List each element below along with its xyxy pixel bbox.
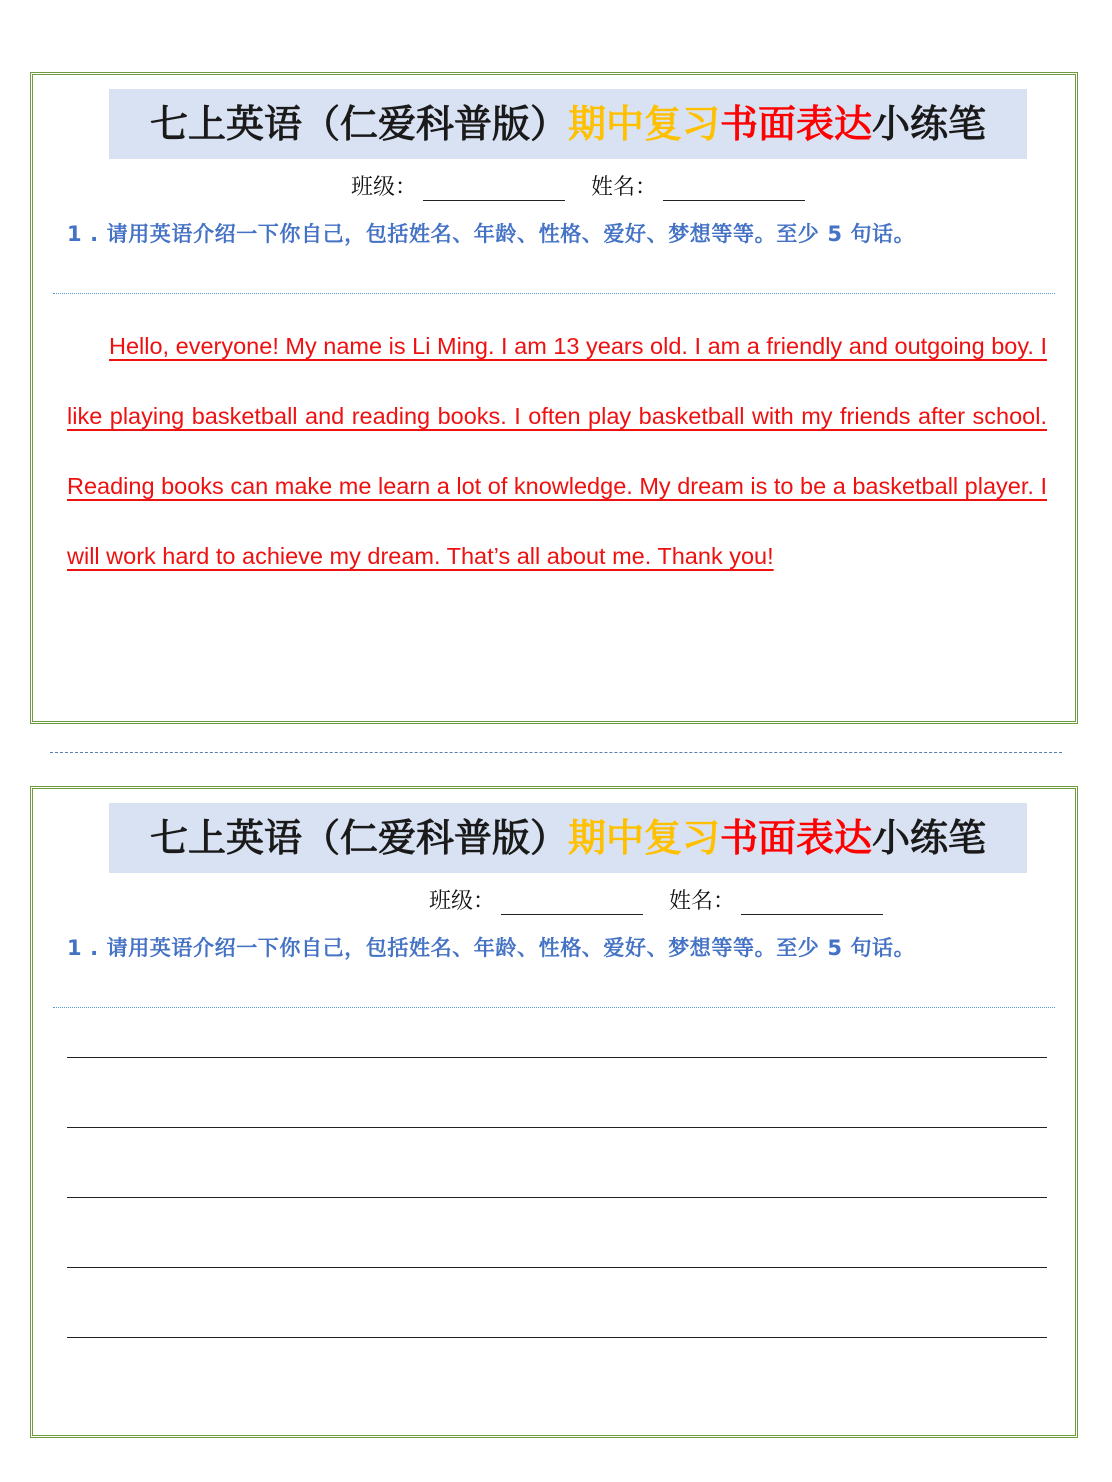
writing-line bbox=[67, 1128, 1047, 1198]
class-label: 班级： bbox=[351, 175, 418, 200]
writing-line bbox=[67, 1058, 1047, 1128]
divider bbox=[53, 1007, 1055, 1008]
sample-essay: Hello, everyone! My name is Li Ming. I am 13 years old. I am a friendly and outgoing boy. I like playing basketball and reading books. I often play basketball with my friends after school. Reading books can make me learn a lot of knowledge. My dream is to be a basketball player. I will work hard to achieve my dream. That’s all about me. Thank you! bbox=[67, 333, 1047, 569]
worksheet-blank bbox=[30, 786, 1078, 1438]
title-part-1: 七上英语（仁爱科普版） bbox=[149, 102, 568, 146]
title-part-4: 小练笔 bbox=[872, 816, 987, 860]
worksheet-title bbox=[109, 803, 1027, 873]
title-part-2: 期中复习 bbox=[567, 102, 720, 146]
title-part-2: 期中复习 bbox=[567, 816, 720, 860]
name-label: 姓名： bbox=[591, 175, 658, 200]
writing-line bbox=[67, 1268, 1047, 1338]
title-part-3: 书面表达 bbox=[720, 816, 873, 860]
student-info bbox=[429, 885, 909, 915]
writing-line bbox=[67, 1198, 1047, 1268]
class-blank[interactable] bbox=[501, 888, 643, 915]
name-label: 姓名： bbox=[669, 889, 736, 914]
divider bbox=[53, 293, 1055, 294]
question-prompt: 1 . 请用英语介绍一下你自己，包括姓名、年龄、性格、爱好、梦想等等。至少 5 句话。 bbox=[67, 222, 916, 246]
class-blank[interactable] bbox=[423, 174, 565, 201]
writing-area[interactable] bbox=[67, 1057, 1047, 1338]
title-part-3: 书面表达 bbox=[720, 102, 873, 146]
cut-divider bbox=[50, 752, 1062, 753]
class-label: 班级： bbox=[429, 889, 496, 914]
student-info bbox=[351, 171, 831, 201]
question-prompt: 1 . 请用英语介绍一下你自己，包括姓名、年龄、性格、爱好、梦想等等。至少 5 句话。 bbox=[67, 936, 916, 960]
worksheet-answer bbox=[30, 72, 1078, 724]
name-blank[interactable] bbox=[741, 888, 883, 915]
title-part-4: 小练笔 bbox=[872, 102, 987, 146]
worksheet-title bbox=[109, 89, 1027, 159]
title-part-1: 七上英语（仁爱科普版） bbox=[149, 816, 568, 860]
name-blank[interactable] bbox=[663, 174, 805, 201]
